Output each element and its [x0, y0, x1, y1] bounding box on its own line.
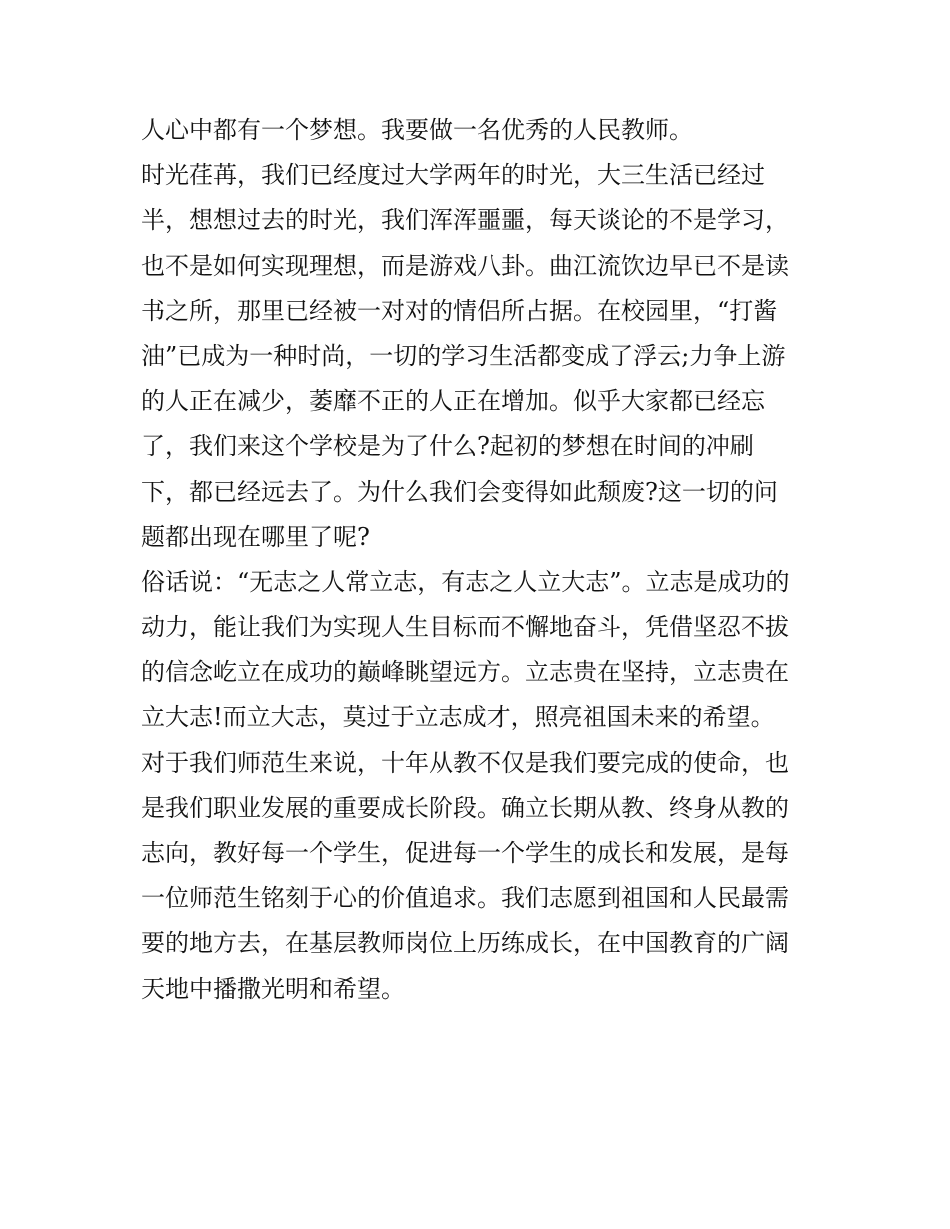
text-line: 天地中播撒光明和希望。: [141, 974, 405, 1003]
text-line: 要的地方去，在基层教师岗位上历练成长，在中国教育的广阔: [141, 929, 789, 958]
text-line: 时光荏苒，我们已经度过大学两年的时光，大三生活已经过: [141, 161, 765, 190]
document-body: [141, 108, 821, 1012]
text-line: 俗话说：“无志之人常立志，有志之人立大志”。立志是成功的: [141, 567, 790, 596]
text-line: 也不是如何实现理想，而是游戏八卦。曲江流饮边早已不是读: [141, 251, 789, 280]
text-line: 的信念屹立在成功的巅峰眺望远方。立志贵在坚持，立志贵在: [141, 658, 789, 687]
text-line: 书之所，那里已经被一对对的情侣所占据。在校园里，“打酱: [141, 296, 778, 325]
text-line: 题都出现在哪里了呢?: [141, 522, 370, 551]
text-line: 动力，能让我们为实现人生目标而不懈地奋斗，凭借坚忍不拔: [141, 613, 789, 642]
text-line: 油”已成为一种时尚，一切的学习生活都变成了浮云;力争上游: [141, 341, 786, 370]
text-line: 是我们职业发展的重要成长阶段。确立长期从教、终身从教的: [141, 793, 789, 822]
text-line: 的人正在减少，萎靡不正的人正在增加。似乎大家都已经忘: [141, 387, 765, 416]
text-line: 半，想想过去的时光，我们浑浑噩噩，每天谈论的不是学习，: [141, 206, 789, 235]
text-line: 人心中都有一个梦想。我要做一名优秀的人民教师。: [141, 116, 693, 144]
text-line: 志向，教好每一个学生，促进每一个学生的成长和发展，是每: [141, 839, 789, 867]
text-line: 立大志!而立大志，莫过于立志成才，照亮祖国未来的希望。: [141, 703, 775, 732]
text-line: 对于我们师范生来说，十年从教不仅是我们要完成的使命，也: [141, 748, 789, 777]
text-line: 了，我们来这个学校是为了什么?起初的梦想在时间的冲刷: [141, 432, 754, 461]
text-line: 下，都已经远去了。为什么我们会变得如此颓废?这一切的问: [141, 477, 778, 506]
text-line: 一位师范生铭刻于心的价值追求。我们志愿到祖国和人民最需: [141, 884, 789, 913]
